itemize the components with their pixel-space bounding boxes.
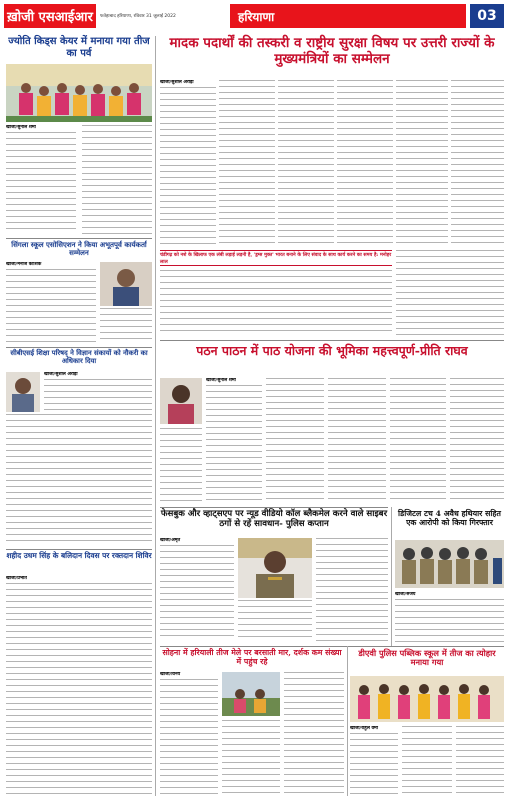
teej-body-col2 bbox=[82, 125, 152, 235]
facebook-byline: खोजी/अमृत bbox=[160, 538, 181, 543]
page-number: 03 bbox=[470, 4, 504, 28]
sohna-photo bbox=[222, 672, 280, 716]
sohna-headline: सोहना में हरियाली तीज मेले पर बरसाती मार, दर्शक कम संख्या में पहुंच रहे bbox=[162, 648, 342, 666]
dav-byline: खोजी/राहुल वर्मा bbox=[350, 726, 378, 731]
facebook-body-col1 bbox=[160, 538, 234, 642]
cm-byline: खोजी/सुशील अरोड़ा bbox=[160, 80, 194, 85]
cm-body-col1 bbox=[160, 80, 216, 248]
cbse-body-top bbox=[44, 372, 152, 412]
pathan-headline: पठन पाठन में पाठ योजना की भूमिका महत्त्वपूर्ण-प्रीति राघव bbox=[196, 343, 468, 358]
dav-body-col1 bbox=[350, 726, 398, 796]
singla-photo bbox=[100, 262, 152, 306]
dateline: फतेहाबाद हरियाणा, रविवार 31 जुलाई 2022 bbox=[100, 14, 176, 19]
digital-body bbox=[395, 592, 504, 644]
cbse-photo bbox=[6, 372, 40, 412]
cm-headline: मादक पदार्थों की तस्करी व राष्ट्रीय सुरक्षा विषय पर उत्तरी राज्यों के मुख्यमंत्रियों का सम्मेलन bbox=[169, 35, 495, 67]
pathan-byline: खोजी/सुनील शर्मा bbox=[206, 378, 236, 383]
cbse-body bbox=[6, 414, 152, 546]
singla-body bbox=[6, 262, 96, 344]
digital-headline: डिजिटल टच 4 अवैध हथियार सहित एक आरोपी को किया गिरफ्तार bbox=[398, 509, 501, 527]
teej-headline: ज्योति किड्स केयर में मनाया गया तीज का पर्व bbox=[8, 36, 150, 59]
shaheed-byline: खोजी/प्रभात bbox=[6, 576, 27, 581]
digital-photo bbox=[395, 540, 504, 588]
cm-highlight: चंडीगढ़ को नशे के खिलाफ एक लंबी लड़ाई लड़नी है, 'ड्रग्स मुक्त' भारत बनाने के लिए संवाद के साथ कार्य करने का समय है: मनोहर लाल bbox=[160, 252, 392, 265]
sohna-byline: खोजी/विनय bbox=[160, 672, 181, 677]
cbse-headline: सीबीएसई शिक्षा परिषद् ने विज्ञान संकायों को नौकरी का अधिकार दिया bbox=[10, 349, 148, 365]
pathan-photo bbox=[160, 378, 202, 424]
sohna-body-col1 bbox=[160, 672, 218, 796]
teej-photo bbox=[6, 64, 152, 122]
singla-headline: सिंगला स्कूल एसोसिएशन ने किया अभूतपूर्व कार्यकर्ता सम्मेलन bbox=[11, 240, 147, 258]
teej-body-col1 bbox=[6, 125, 76, 235]
dav-headline: डीएवी पुलिस पब्लिक स्कूल में तीज का त्योहार मनाया गया bbox=[358, 648, 496, 668]
teej-byline: खोजी/सुनील शर्मा bbox=[6, 125, 36, 130]
newspaper-brand: ख़ोजी एसआईआर bbox=[4, 4, 96, 28]
digital-byline: खोजी/संजय bbox=[395, 592, 416, 597]
masthead bbox=[0, 0, 508, 32]
pathan-body-col1 bbox=[206, 378, 262, 504]
cbse-byline: खोजी/सुशील अरोड़ा bbox=[44, 372, 78, 377]
facebook-photo bbox=[238, 538, 312, 598]
shaheed-headline: शहीद उधम सिंह के बलिदान दिवस पर रक्तदान शिविर bbox=[6, 551, 152, 560]
dav-photo bbox=[350, 676, 504, 722]
section-title: हरियाणा bbox=[230, 4, 466, 28]
singla-byline: खोजी/मनोज कौशिक bbox=[6, 262, 42, 267]
shaheed-body bbox=[6, 576, 152, 796]
facebook-headline: फेसबुक और व्हाट्सएप पर न्यूड वीडियो कॉल ब्लैकमेल करने वाले साइबर ठगों से रहें सावधान- पुलिस कप्तान bbox=[160, 509, 388, 529]
